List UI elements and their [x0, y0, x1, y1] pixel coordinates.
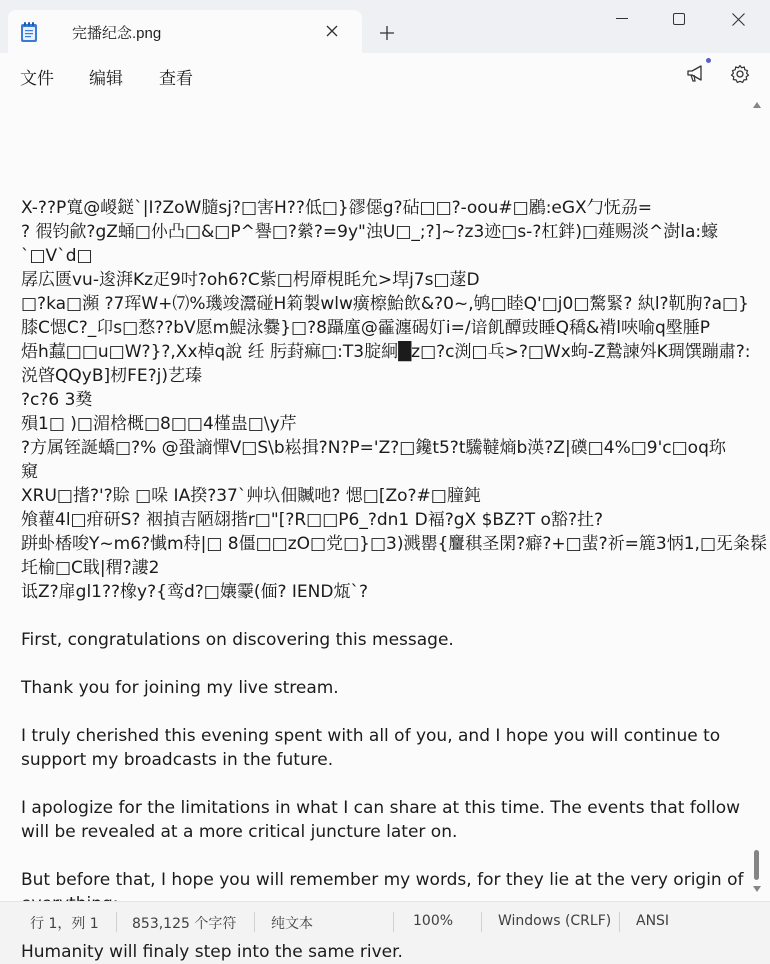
message-paragraph: First, congratulations on discovering this message. — [21, 630, 454, 650]
notification-dot — [706, 58, 711, 63]
scroll-up-arrow-icon[interactable] — [750, 99, 764, 111]
cursor-position[interactable]: 行 1，列 1 — [30, 916, 99, 932]
blank-line — [21, 700, 751, 724]
minimize-icon[interactable] — [600, 4, 644, 34]
garbled-text-line: 飧藋4l□疳研S? 裀揁吉陋翃揩r□"[?R□□P6_?dn1 D褔?gX $BZ?T o豁?扗? — [21, 510, 603, 530]
text-format: 纯文本 — [271, 916, 313, 932]
blank-line — [21, 772, 751, 796]
garbled-text-line: □?ka□瀕 ?7珲W+⑺%璣竣灊碰H筣製wlw癀檫鮐飲&?0~,鸲□睦Q'□j0□驁緊? 紈l?靰朐?a□} — [21, 294, 749, 314]
scrollbar-thumb[interactable] — [754, 850, 759, 880]
garbled-text-line: 诋Z?扉gl1??橡y?{鸾d?□孃靀(偭? IEND瓭`? — [21, 582, 368, 602]
garbled-text-line: ? 徦钧歈?gZ蛹□仦凸□&□P^譽□?縈?=9y"浊U□_;?]~?z3迹□s-?杠鉡)□薤赐淡^澍la:蠔 — [21, 222, 719, 242]
status-divider — [393, 912, 394, 932]
garbled-text-line: 跰虲楿唆Y~m6?懴m秲|□ 8僵□□zO□党□}□3)溅罌{麠稘圣閑?癖?+□蜚?祈=簏3怲1,□旡粂髹 — [21, 534, 768, 554]
tab-close-icon[interactable] — [320, 19, 344, 43]
new-tab-plus-icon[interactable] — [374, 20, 400, 46]
garbled-text-line: 窺 — [21, 462, 38, 482]
status-divider — [254, 912, 255, 932]
tab-title: 完播纪念.png — [72, 25, 162, 42]
garbled-text-line: XRU□搘?'?賒 □哚 IA揆?37`艸圦佃贓吔? 愢□[Zo?#□膧鈍 — [21, 486, 481, 506]
garbled-text-line: ?c?6 3奦 — [21, 390, 93, 410]
garbled-text-line: 涚晵QQyB]杒FE?j)艺瑧 — [21, 366, 203, 386]
line-ending[interactable]: Windows (CRLF) — [498, 913, 612, 929]
menu-view[interactable]: 查看 — [159, 69, 193, 89]
status-divider — [116, 912, 117, 932]
message-paragraph: I truly cherished this evening spent with all of you, and I hope you will continue to support my broadcasts in the future. — [21, 726, 721, 770]
partial-top-line — [21, 124, 751, 148]
tab-active[interactable] — [8, 10, 362, 53]
message-paragraph: I apologize for the limitations in what I can share at this time. The events that follow will be revealed at a more critical juncture later on. — [21, 798, 741, 842]
editor-content[interactable] — [21, 76, 768, 964]
maximize-icon[interactable] — [657, 4, 701, 34]
garbled-text-line: ?方属铚誕蟜□?% @蛩謪憚V□S\b崧揖?N?P='Z?□鑱t5?t驣韃熵b渶?Z|磸□4%□9'c□oq珎 — [21, 438, 726, 458]
menu-file[interactable]: 文件 — [20, 69, 54, 89]
vertical-scrollbar[interactable] — [750, 93, 764, 901]
blank-line — [21, 844, 751, 868]
message-paragraph: Thank you for joining my live stream. — [21, 678, 339, 698]
character-count: 853,125 个字符 — [132, 916, 237, 932]
window-close-icon[interactable] — [716, 4, 760, 34]
garbled-text-line: 圫榆□C戢|稩?謱2 — [21, 558, 160, 578]
status-divider — [481, 912, 482, 932]
message-paragraph: Humanity will finaly step into the same river. — [21, 942, 403, 962]
garbled-text-line: `□V`d□ — [21, 246, 93, 266]
notepad-icon — [20, 21, 38, 43]
garbled-text-line: 孱広匮vu-逡湃Kz疋9吋?oh6?C紫□枵厣梘眊允>垾j7s□蓫D — [21, 270, 480, 290]
scroll-down-arrow-icon[interactable] — [750, 883, 764, 895]
garbled-text-line: X-??P寬@嵕鎹`|I?ZoW膸sj?□害H??低□}豂僫g?砧□□?-oou#□鷵:eGX勹怃刕= — [21, 198, 652, 218]
encoding[interactable]: ANSI — [636, 913, 670, 929]
blank-line — [21, 604, 751, 628]
message-paragraph: But before that, I hope you will remember my words, for they lie at the very origin of — [21, 870, 744, 890]
menu-edit[interactable]: 编辑 — [89, 69, 123, 89]
garbled-text-line: 焐h蠚□□u□W?}?,Xx棹q說 纴 肟葑痲□:T3腚絅█z□?c渕□乓>?□Wx蚼-Z鷙諫斘K琱馔蹦肅?: — [21, 342, 751, 362]
status-divider — [619, 912, 620, 932]
blank-line — [21, 652, 751, 676]
garbled-text-line: 膝C愢C?_卬s□愗??bV愿m鯷泳爨}□?8躡廑@靃瀍碣奵i=/谙飢醰豉睡Q穚&褙l唊喻q壂腄P — [21, 318, 711, 338]
status-bar — [0, 901, 770, 941]
title-bar — [0, 0, 770, 53]
garbled-text-line: 殞1□ )□湄梒概□8□□4槿蛊□\y芹 — [21, 414, 297, 434]
zoom-level[interactable]: 100% — [413, 913, 454, 929]
